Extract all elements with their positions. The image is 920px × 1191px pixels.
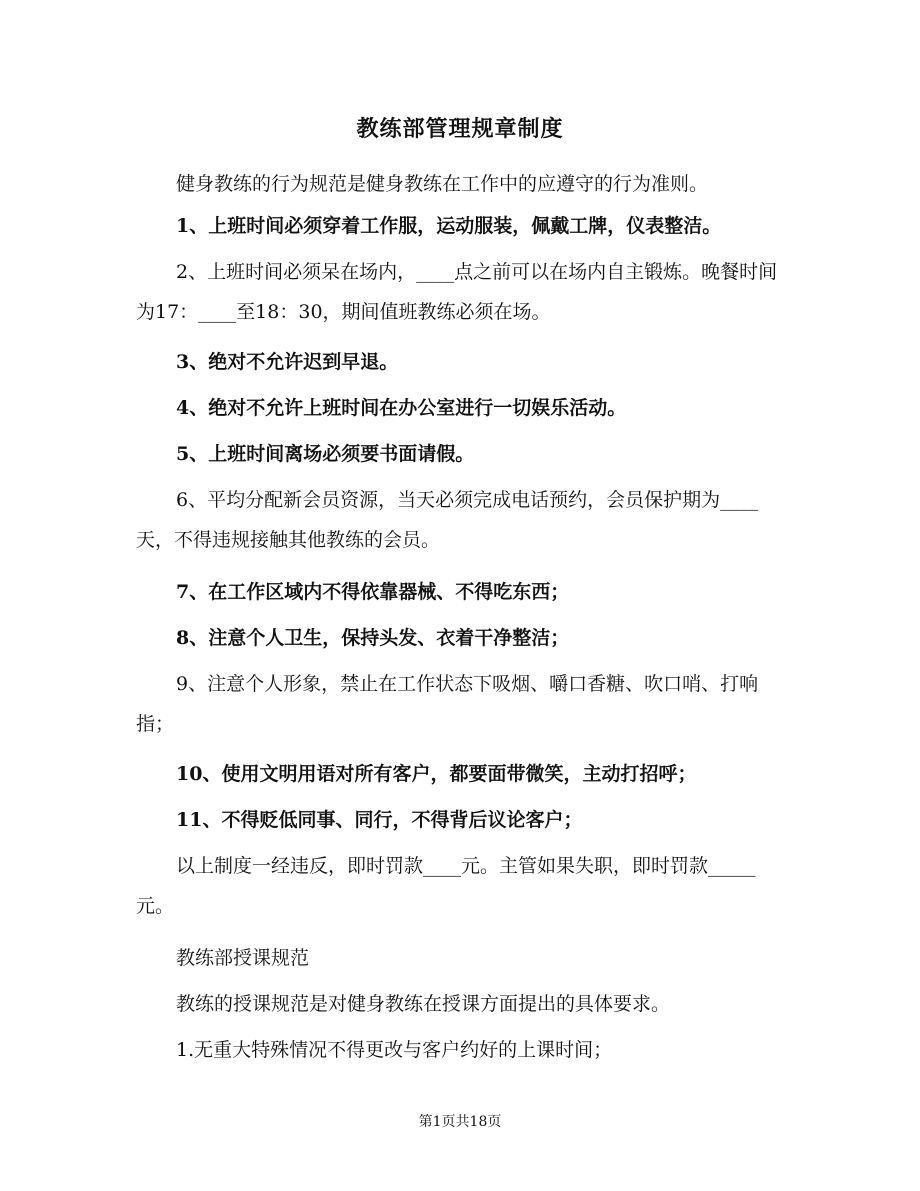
section2-intro: 教练的授课规范是对健身教练在授课方面提出的具体要求。 — [176, 993, 671, 1015]
rule-9: 9、注意个人形象，禁止在工作状态下吸烟、嚼口香糖、吹口哨、打响指； — [136, 673, 759, 735]
penalty-paragraph: 以上制度一经违反，即时罚款____元。主管如果失职，即时罚款_____元。 — [136, 855, 756, 917]
rule-6: 6、平均分配新会员资源，当天必须完成电话预约，会员保护期为____天，不得违规接触其他教练的会员。 — [136, 489, 759, 551]
rule-3: 3、绝对不允许迟到早退。 — [176, 351, 399, 373]
rule-7: 7、在工作区域内不得依靠器械、不得吃东西； — [176, 581, 570, 603]
document-title: 教练部管理规章制度 — [356, 116, 564, 142]
rule-10: 10、使用文明用语对所有客户，都要面带微笑，主动打招呼； — [176, 763, 697, 785]
rule-8: 8、注意个人卫生，保持头发、衣着干净整洁； — [176, 627, 570, 649]
rule-4: 4、绝对不允许上班时间在办公室进行一切娱乐活动。 — [176, 397, 627, 419]
rule-5: 5、上班时间离场必须要书面请假。 — [176, 443, 475, 465]
rule-2: 2、上班时间必须呆在场内，____点之前可以在场内自主锻炼。晚餐时间为17：____至18：30，期间值班教练必须在场。 — [136, 261, 778, 323]
section2-item-1: 1.无重大特殊情况不得更改与客户约好的上课时间； — [176, 1039, 613, 1061]
rule-1: 1、上班时间必须穿着工作服，运动服装，佩戴工牌，仪表整洁。 — [176, 215, 722, 237]
rule-11: 11、不得贬低同事、同行，不得背后议论客户； — [176, 809, 583, 831]
section2-heading: 教练部授课规范 — [176, 947, 310, 969]
page-number: 第1页共18页 — [418, 1114, 502, 1130]
intro-paragraph: 健身教练的行为规范是健身教练在工作中的应遵守的行为准则。 — [176, 173, 709, 195]
